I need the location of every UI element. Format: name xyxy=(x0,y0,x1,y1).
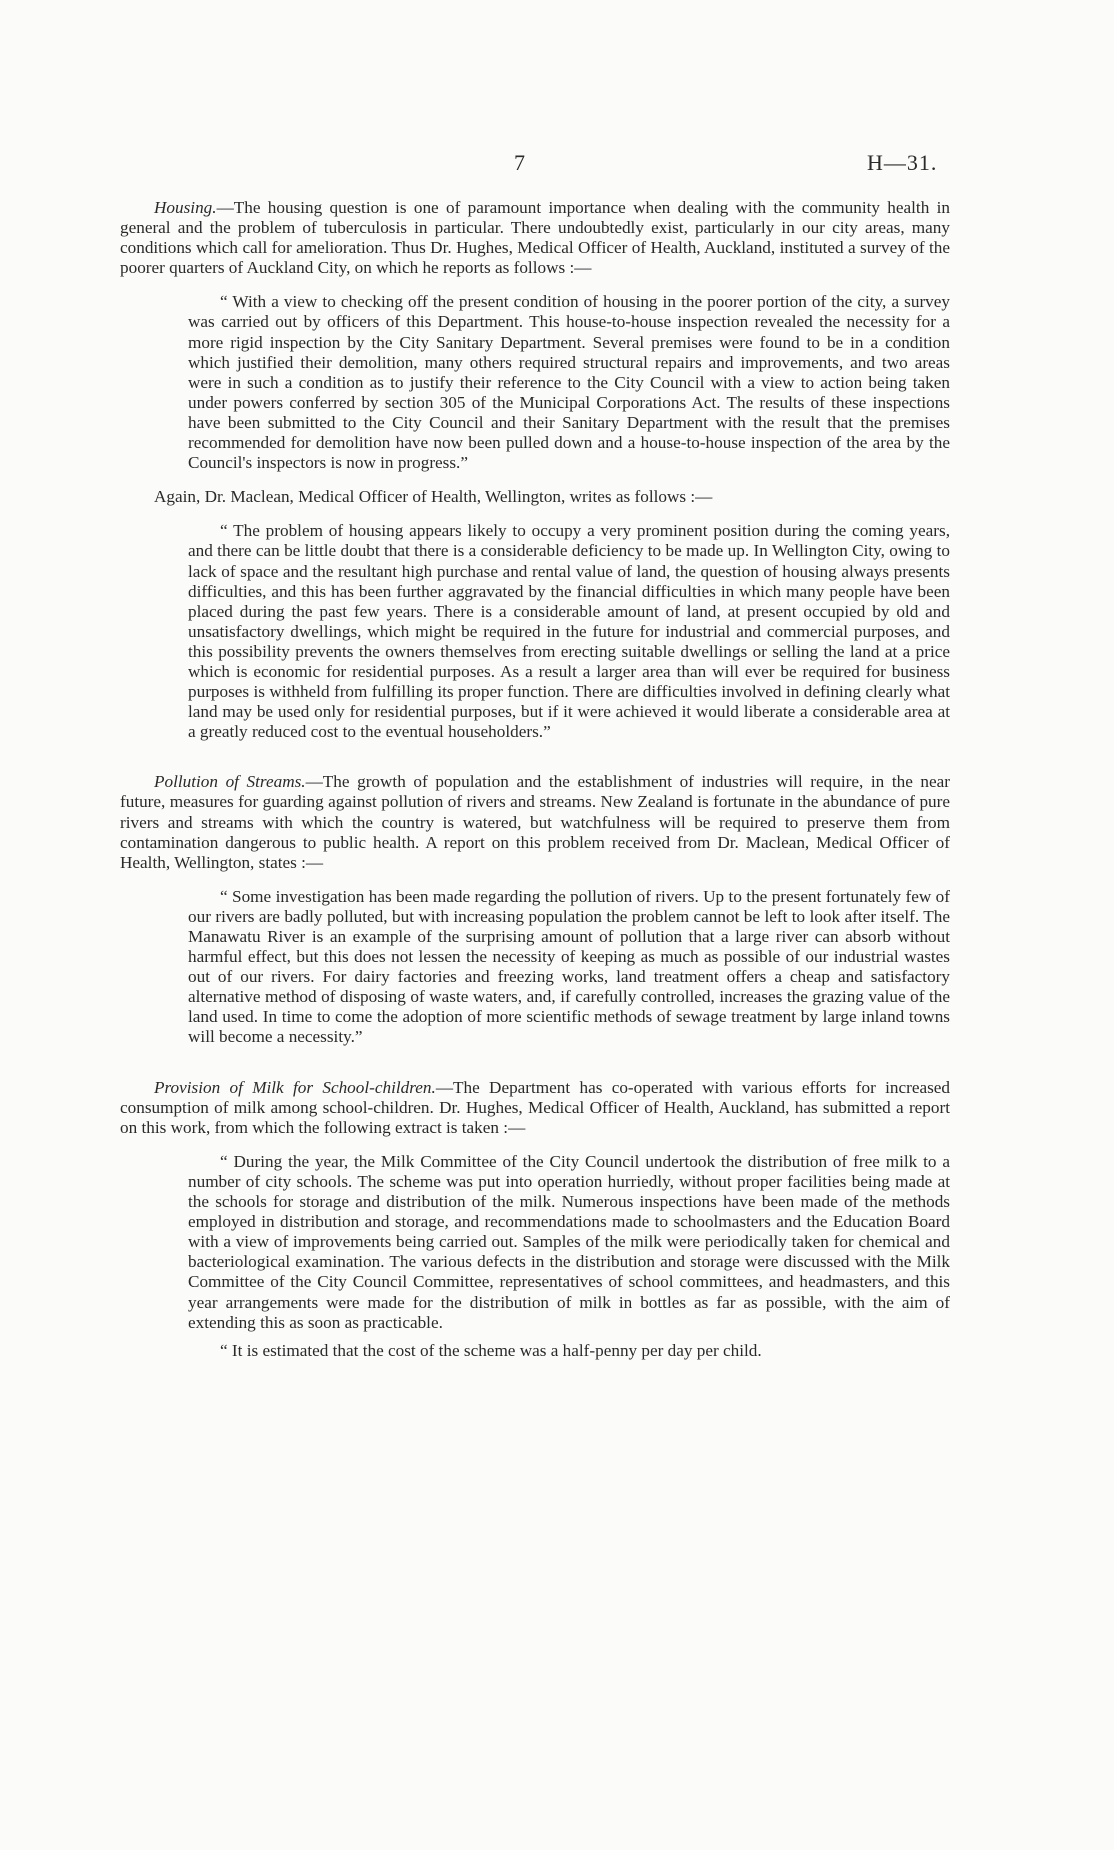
housing-quote-wellington: “ The problem of housing appears likely to occupy a very prominent position during the coming years, and there can be little doubt that there is a considerable deficiency to be made up. In Wellington City, owing to lack of space and the resultant high purchase and rental value of land, the question of housing always presents difficulties, and this has been further aggravated by the financial difficulties in which many people have been placed during the past few years. There is a considerable amount of land, at present occupied by old and unsatisfactory dwellings, which might be required in the future for industrial and commercial purposes, and this possibility prevents the owners themselves from erecting suitable dwellings or selling the land at a price which is economic for residential purposes. As a result a larger area than will ever be required for business purposes is withheld from fulfilling its proper function. There are difficulties involved in defining clearly what land may be used only for residential purposes, but if it were achieved it would liberate a considerable area at a greatly reduced cost to the eventual householders.” xyxy=(188,521,950,742)
milk-paragraph xyxy=(120,1078,950,1138)
housing-text: —The housing question is one of paramount importance when dealing with the community health in general and the problem of tuberculosis in particular. There undoubtedly exist, particularly in our city areas, many conditions which call for amelioration. Thus Dr. Hughes, Medical Officer of Health, Auckland, instituted a survey of the poorer quarters of Auckland City, on which he reports as follows :— xyxy=(120,198,950,278)
housing-again-paragraph: Again, Dr. Maclean, Medical Officer of Health, Wellington, writes as follows :— xyxy=(154,487,713,507)
housing-paragraph xyxy=(120,198,950,278)
page-header xyxy=(0,150,1114,180)
pollution-quote: “ Some investigation has been made regarding the pollution of rivers. Up to the present fortunately few of our rivers are badly polluted, but with increasing population the problem cannot be left to look after itself. The Manawatu River is an example of the surprising amount of pollution that a large river can absorb without harmful effect, but this does not lessen the necessity of keeping as much as possible of our industrial wastes out of our rivers. For dairy factories and freezing works, land treatment offers a cheap and satisfactory alternative method of disposing of waste waters, and, if carefully controlled, increases the grazing value of the land used. In time to come the adoption of more scientific methods of sewage treatment by large inland towns will become a necessity.” xyxy=(188,886,950,1047)
milk-heading: Provision of Milk for School-children. xyxy=(154,1077,436,1097)
document-body xyxy=(120,198,950,1361)
pollution-heading: Pollution of Streams. xyxy=(154,772,306,792)
housing-heading: Housing. xyxy=(154,198,217,217)
document-reference: H—31. xyxy=(867,150,938,175)
page-number: 7 xyxy=(514,150,525,175)
housing-quote-auckland: “ With a view to checking off the present condition of housing in the poorer portion of the city, a survey was carried out by officers of this Department. This house-to-house inspection revealed the necessity for a more rigid inspection by the City Sanitary Department. Several premises were found to be in a condition which justified their demolition, many others required structural repairs and improvements, and two areas were in such a condition as to justify their reference to the City Council with a view to action being taken under powers conferred by section 305 of the Municipal Corporations Act. The results of these inspections have been submitted to the City Council and their Sanitary Department with the result that the premises recommended for demolition have now been pulled down and a house-to-house inspection of the area by the Council's inspectors is now in progress.” xyxy=(188,292,950,473)
milk-quote: “ During the year, the Milk Committee of the City Council undertook the distribution of free milk to a number of city schools. The scheme was put into operation hurriedly, without proper facilities being made at the schools for storage and distribution of the milk. Numerous inspections have been made of the methods employed in distribution and storage, and recommendations made to schoolmasters and the Education Board with a view of improvements being carried out. Samples of the milk were periodically taken for chemical and bacteriological examination. The various defects in the distribution and storage were discussed with the Milk Committee of the City Council Committee, representatives of school committees, and headmasters, and this year arrangements were made for the distribution of milk in bottles as far as possible, with the aim of extending this as soon as practicable. xyxy=(188,1151,950,1332)
pollution-paragraph xyxy=(120,772,950,872)
milk-quote-cost: “ It is estimated that the cost of the scheme was a half-penny per day per child. xyxy=(220,1340,762,1360)
pollution-text: —The growth of population and the establishment of industries will require, in the near future, measures for guarding against pollution of rivers and streams. New Zealand is fortunate in the abundance of pure rivers and streams with which the country is watered, but watchfulness will be required to preserve them from contamination dangerous to public health. A report on this problem received from Dr. Maclean, Medical Officer of Health, Wellington, states :— xyxy=(120,772,950,872)
milk-text: —The Department has co-operated with various efforts for increased consumption of milk among school-children. Dr. Hughes, Medical Officer of Health, Auckland, has submitted a report on this work, from which the following extract is taken :— xyxy=(120,1077,950,1137)
